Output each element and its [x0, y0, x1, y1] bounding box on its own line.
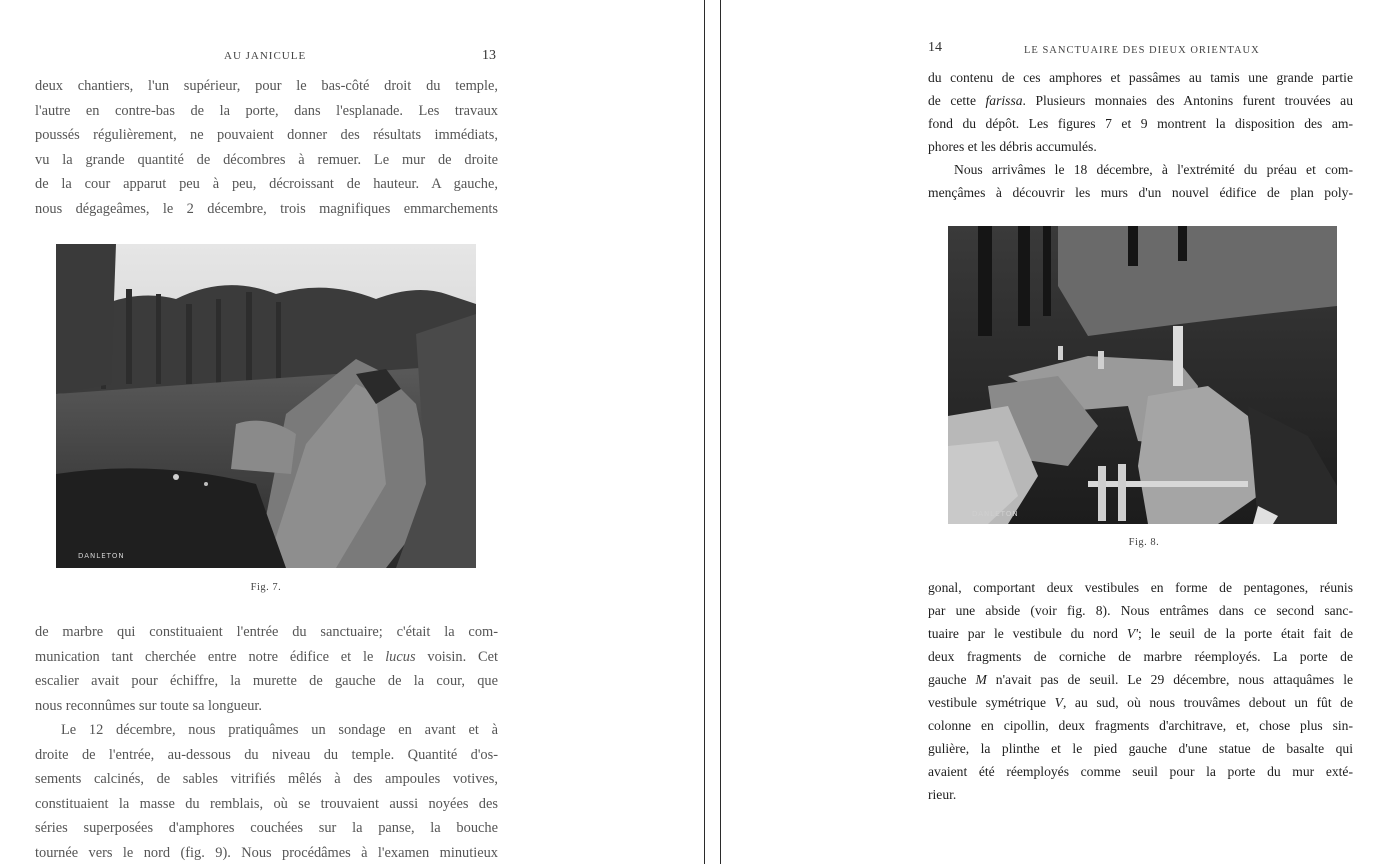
figure-caption: Fig. 7. [250, 582, 282, 593]
text-fragment: . Plusieurs monnaies des Antonins furent trouvées au [1022, 93, 1353, 108]
text-line: par une abside (voir fig. 8). Nous entrâmes dans ce second sanc- [928, 603, 1353, 618]
text-line: sements calcinés, de sables vitrifiés mêlés à des ampoules votives, [35, 771, 498, 787]
text-line: poussés régulièrement, ne pouvaient donner des résultats immédiats, [35, 127, 498, 143]
text-line: de la cour apparut peu à peu, décroissant de hauteur. A gauche, [35, 176, 498, 192]
running-header: LE SANCTUAIRE DES DIEUX ORIENTAUX [1024, 45, 1260, 56]
page-number: 14 [928, 40, 942, 55]
italic-term: V [1054, 695, 1063, 710]
book-gutter [702, 0, 722, 864]
text-line: gulière, la plinthe et le pied gauche d'une statue de basalte qui [928, 741, 1353, 756]
right-page [722, 0, 1381, 864]
text-line: constituaient la masse du remblais, où se trouvaient aussi noyées des [35, 795, 498, 812]
text-fragment: , au sud, où nous trouvâmes debout un fût de [1062, 695, 1353, 710]
text-line: droite de l'entrée, au-dessous du niveau du temple. Quantité d'os- [35, 746, 498, 763]
text-fragment: gauche [928, 672, 967, 687]
text-line: vu la grande quantité de décombres à remuer. Le mur de droite [35, 151, 498, 168]
text-fragment: tuaire par le vestibule du nord [928, 626, 1118, 641]
text-line: avaient été réemployés comme seuil pour la porte du mur exté- [928, 764, 1353, 779]
text-fragment: munication tant cherchée entre notre édifice et le [35, 648, 374, 665]
text-line: Le 12 décembre, nous pratiquâmes un sondage en avant et à [61, 722, 498, 738]
text-line [928, 691, 1353, 714]
text-fragment: ; le seuil de la porte était fait de [1138, 626, 1353, 641]
excavation-photo [948, 226, 1337, 524]
italic-term: V' [1126, 626, 1139, 641]
text-line: nous dégageâmes, le 2 décembre, trois magnifiques emmarchements [35, 200, 498, 217]
text-line [928, 89, 1353, 112]
text-fragment: vestibule symétrique [928, 695, 1047, 710]
italic-term: lucus [385, 648, 416, 665]
text-line: tournée vers le nord (fig. 9). Nous procédâmes à l'examen minutieux [35, 844, 498, 861]
text-block-bottom [35, 620, 498, 864]
text-line [928, 668, 1353, 691]
excavation-photo [56, 244, 476, 568]
text-fragment: voisin. Cet [427, 648, 498, 665]
photographer-signature: DANLETON [972, 510, 1019, 518]
figure-8-photo [948, 226, 1337, 524]
text-line: colonne en cipollin, deux fragments d'architrave, et, chose plus sin- [928, 718, 1353, 733]
text-line: Nous arrivâmes le 18 décembre, à l'extrémité du préau et com- [954, 162, 1353, 177]
text-line: séries superposées d'amphores couchées sur la panse, la bouche [35, 820, 498, 836]
page-number: 13 [482, 48, 496, 63]
text-line [928, 622, 1353, 645]
text-line: rieur. [928, 787, 957, 802]
text-line: escalier avait pour échiffre, la murette de gauche de la cour, que [35, 673, 498, 689]
photographer-signature: DANLETON [78, 552, 125, 560]
text-line: gonal, comportant deux vestibules en forme de pentagones, réunis [928, 580, 1353, 595]
figure-caption: Fig. 8. [1128, 537, 1160, 548]
gutter-edge-left [704, 0, 705, 864]
text-line: nous reconnûmes sur toute sa longueur. [35, 697, 263, 714]
figure-7-photo [56, 244, 476, 568]
text-line: mençâmes à découvrir les murs d'un nouvel édifice de plan poly- [928, 185, 1353, 200]
italic-term: M [975, 672, 987, 687]
text-line: deux chantiers, l'un supérieur, pour le bas-côté droit du temple, [35, 78, 498, 94]
text-line [35, 645, 498, 670]
text-line: de marbre qui constituaient l'entrée du sanctuaire; c'était la com- [35, 624, 498, 640]
text-line: du contenu de ces amphores et passâmes au tamis une grande partie [928, 70, 1353, 85]
italic-term: farissa [985, 93, 1023, 108]
text-line: fond du dépôt. Les figures 7 et 9 montrent la disposition des am- [928, 116, 1353, 131]
gutter-edge-right [720, 0, 721, 864]
text-fragment: n'avait pas de seuil. Le 29 décembre, nous attaquâmes le [995, 672, 1354, 687]
text-block-top [35, 74, 498, 221]
running-header: AU JANICULE [224, 50, 307, 62]
text-fragment: de cette [928, 93, 976, 108]
text-line: l'autre en contre-bas de la porte, dans l'esplanade. Les travaux [35, 102, 498, 119]
text-line: deux fragments de corniche de marbre réemployés. La porte de [928, 649, 1353, 664]
text-block-bottom [928, 576, 1353, 806]
text-line: phores et les débris accumulés. [928, 139, 1097, 154]
text-block-top [928, 66, 1353, 204]
